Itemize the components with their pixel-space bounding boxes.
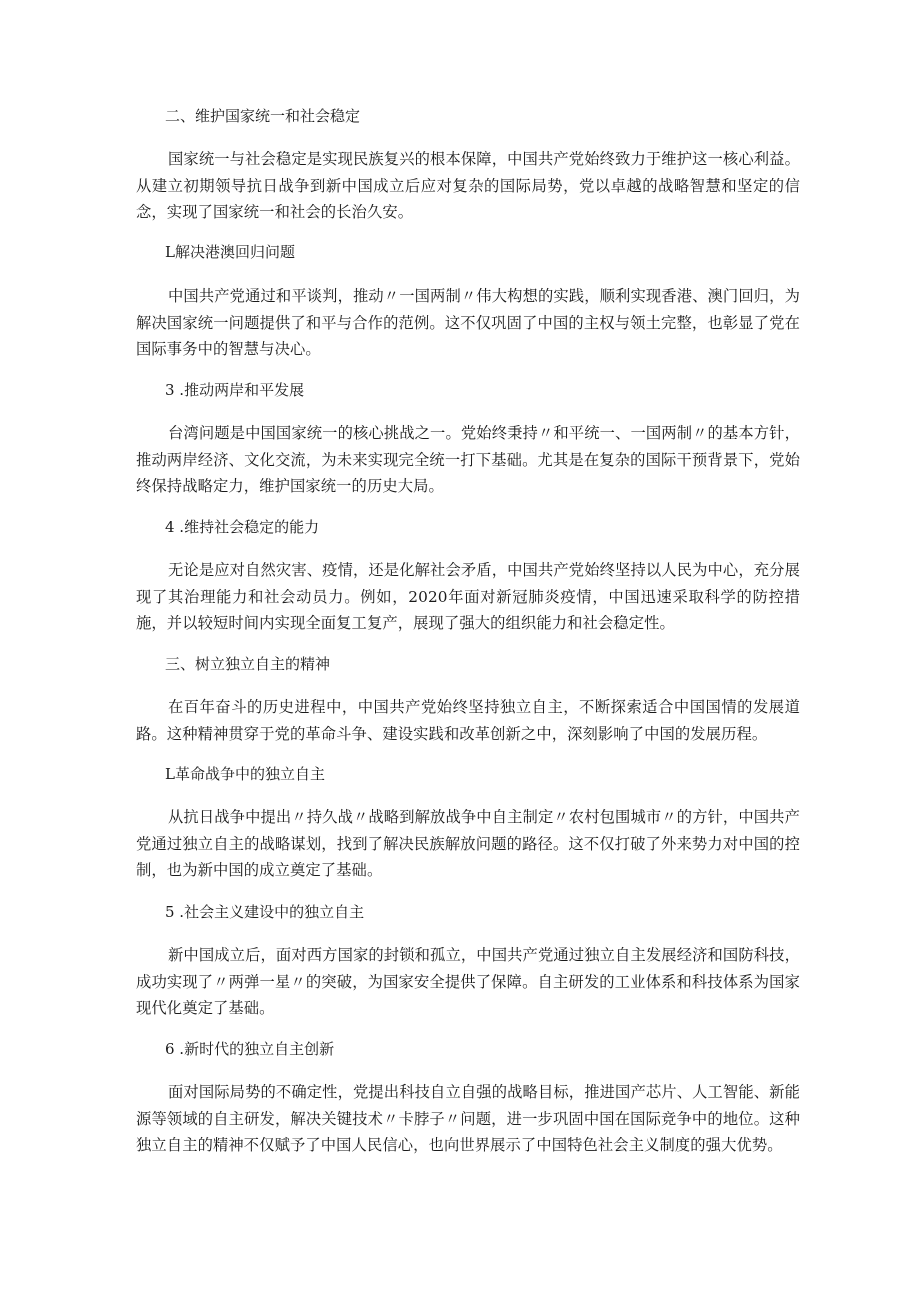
paragraph: 台湾问题是中国国家统一的核心挑战之一。党始终秉持〃和平统一、一国两制〃的基本方针，推动两岸经济、文化交流，为未来实现完全统一打下基础。尤其是在复杂的国际干预背景下，党始终保持战略定力，维护国家统一的历史大局。 (136, 424, 800, 495)
paragraph: 无论是应对自然灾害、疫情，还是化解社会矛盾，中国共产党始终坚持以人民为中心，充分展现了其治理能力和社会动员力。例如，2020年面对新冠肺炎疫情，中国迅速采取科学的防控措施，并以较短时间内实现全面复工复产，展现了强大的组织能力和社会稳定性。 (136, 561, 800, 632)
section-heading: 二、维护国家统一和社会稳定 (165, 107, 361, 125)
paragraph: 面对国际局势的不确定性，党提出科技自立自强的战略目标，推进国产芯片、人工智能、新能源等领域的自主研发，解决关键技术〃卡脖子〃问题，进一步巩固中国在国际竞争中的地位。这种独立自主的精神不仅赋予了中国人民信心，也向世界展示了中国特色社会主义制度的强大优势。 (136, 1083, 800, 1154)
paragraph: 从抗日战争中提出〃持久战〃战略到解放战争中自主制定〃农村包围城市〃的方针，中国共产党通过独立自主的战略谋划，找到了解决民族解放问题的路径。这不仅打破了外来势力对中国的控制，也为新中国的成立奠定了基础。 (136, 808, 800, 879)
subsection-heading: L革命战争中的独立自主 (165, 765, 325, 783)
paragraph: 新中国成立后，面对西方国家的封锁和孤立，中国共产党通过独立自主发展经济和国防科技，成功实现了〃两弹一星〃的突破，为国家安全提供了保障。自主研发的工业体系和科技体系为国家现代化奠定了基础。 (136, 946, 800, 1017)
section-heading: 三、树立独立自主的精神 (165, 655, 331, 673)
subsection-heading: 6 .新时代的独立自主创新 (165, 1040, 335, 1058)
paragraph: 国家统一与社会稳定是实现民族复兴的根本保障，中国共产党始终致力于维护这一核心利益。从建立初期领导抗日战争到新中国成立后应对复杂的国际局势，党以卓越的战略智慧和坚定的信念，实现了国家统一和社会的长治久安。 (136, 150, 800, 221)
subsection-heading: L解决港澳回归问题 (165, 243, 295, 261)
subsection-heading: 4 .维持社会稳定的能力 (165, 518, 320, 536)
subsection-heading: 3 .推动两岸和平发展 (165, 381, 305, 399)
paragraph: 中国共产党通过和平谈判，推动〃一国两制〃伟大构想的实践，顺利实现香港、澳门回归，为解决国家统一问题提供了和平与合作的范例。这不仅巩固了中国的主权与领土完整，也彰显了党在国际事务中的智慧与决心。 (136, 287, 800, 358)
subsection-heading: 5 .社会主义建设中的独立自主 (165, 903, 365, 921)
paragraph: 在百年奋斗的历史进程中，中国共产党始终坚持独立自主，不断探索适合中国国情的发展道路。这种精神贯穿于党的革命斗争、建设实践和改革创新之中，深刻影响了中国的发展历程。 (136, 698, 800, 743)
